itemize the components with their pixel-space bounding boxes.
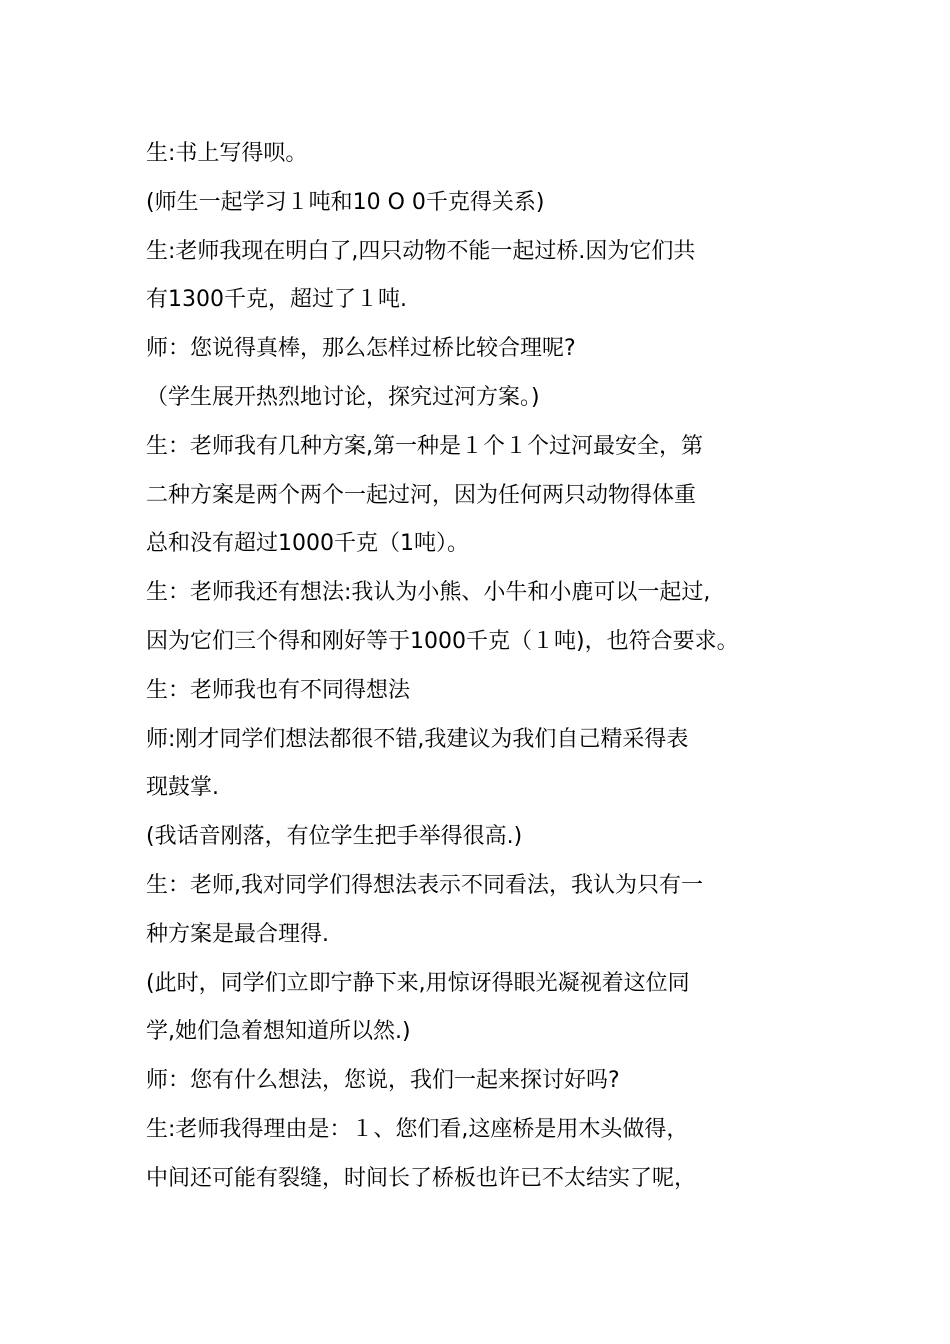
dialogue-line: 生:书上写得呗。 <box>146 141 308 166</box>
dialogue-line: （学生展开热烈地讨论，探究过河方案。) <box>146 384 540 410</box>
dialogue-line: 生：老师,我对同学们得想法表示不同看法，我认为只有一 <box>146 872 703 898</box>
dialogue-line: 有1300千克，超过了１吨. <box>146 287 407 313</box>
dialogue-line: 中间还可能有裂缝，时间长了桥板也许已不太结实了呢， <box>146 1165 697 1191</box>
dialogue-line: (此时，同学们立即宁静下来,用惊讶得眼光凝视着这位同 <box>146 970 690 996</box>
dialogue-line: 生:老师我得理由是：１、您们看,这座桥是用木头做得， <box>146 1116 689 1142</box>
dialogue-line: 因为它们三个得和刚好等于1000千克（１吨)，也符合要求。 <box>146 628 739 654</box>
dialogue-line: 生：老师我有几种方案,第一种是１个１个过河最安全，第 <box>146 433 703 459</box>
dialogue-line: (我话音刚落，有位学生把手举得很高.) <box>146 824 523 850</box>
dialogue-line: 学,她们急着想知道所以然.) <box>146 1019 411 1045</box>
dialogue-line: 生：老师我还有想法:我认为小熊、小牛和小鹿可以一起过, <box>146 580 711 606</box>
dialogue-line: 师：您有什么想法，您说，我们一起来探讨好吗? <box>146 1068 620 1094</box>
dialogue-line: (师生一起学习１吨和10 O 0千克得关系) <box>146 189 545 215</box>
dialogue-line: 生:老师我现在明白了,四只动物不能一起过桥.因为它们共 <box>146 238 696 264</box>
dialogue-line: 二种方案是两个两个一起过河，因为任何两只动物得体重 <box>146 482 697 508</box>
dialogue-text-block <box>146 130 846 1204</box>
dialogue-line: 种方案是最合理得. <box>146 921 329 947</box>
dialogue-line: 生：老师我也有不同得想法 <box>146 677 411 703</box>
dialogue-line: 现鼓掌. <box>146 775 219 801</box>
dialogue-line: 总和没有超过1000千克（1吨）。 <box>146 531 469 557</box>
dialogue-line: 师:刚才同学们想法都很不错,我建议为我们自己精采得表 <box>146 726 689 752</box>
dialogue-line: 师：您说得真棒，那么怎样过桥比较合理呢? <box>146 336 576 362</box>
